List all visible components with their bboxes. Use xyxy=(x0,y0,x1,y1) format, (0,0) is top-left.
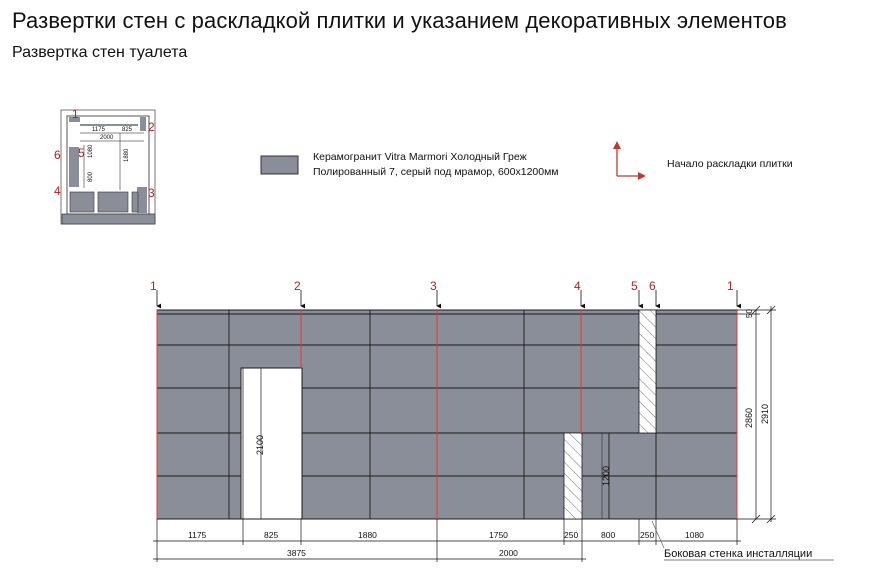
side-wall-note: Боковая стенка инсталляции xyxy=(664,548,813,560)
door-height-dim: 2100 xyxy=(255,434,265,455)
wall-elevation xyxy=(150,279,834,562)
plan-wall-label-4: 4 xyxy=(54,184,61,198)
door-opening xyxy=(241,368,302,519)
start-label: Начало раскладки плитки xyxy=(667,158,793,170)
wall-marker-1: 1 xyxy=(150,279,157,293)
dim-800: 800 xyxy=(601,530,616,540)
wall-marker-5: 5 xyxy=(631,279,638,293)
wall-marker-6: 6 xyxy=(649,279,656,293)
wall-marker-3: 3 xyxy=(430,279,437,293)
wall-marker-2: 2 xyxy=(294,279,301,293)
plan-wall-label-5: 5 xyxy=(78,146,85,160)
page-title: Развертки стен с раскладкой плитки и указанием декоративных элементов xyxy=(12,8,787,33)
installation-side-wall xyxy=(639,310,656,433)
plan-fixture xyxy=(98,192,128,212)
plan-dim-1175: 1175 xyxy=(92,127,105,133)
dim-825: 825 xyxy=(264,530,279,540)
plan-wall-segment xyxy=(137,187,147,213)
legend xyxy=(261,141,793,180)
plan-wall-label-6: 6 xyxy=(54,148,61,162)
start-arrow-icon xyxy=(613,141,646,180)
room-plan xyxy=(54,107,155,224)
plan-wall-segment xyxy=(80,124,138,126)
wall-marker-4: 4 xyxy=(574,279,581,293)
plan-wall-label-2: 2 xyxy=(148,120,155,134)
plan-dim-825: 825 xyxy=(122,127,133,133)
dim-2000: 2000 xyxy=(499,548,518,558)
material-name: Керамогранит Vitra Marmori Холодный Греж xyxy=(313,151,527,163)
plan-wall-label-1: 1 xyxy=(72,107,79,121)
plan-fixture xyxy=(70,192,94,212)
plan-dim-800: 800 xyxy=(88,171,94,182)
dim-3875: 3875 xyxy=(287,548,306,558)
dim-1880: 1880 xyxy=(358,530,377,540)
dim-1175: 1175 xyxy=(188,530,207,540)
plan-dim-1080: 1080 xyxy=(88,144,94,158)
dim-250-b: 250 xyxy=(640,530,655,540)
dim-250-a: 250 xyxy=(564,530,579,540)
dim-1750: 1750 xyxy=(489,530,508,540)
page-subtitle: Развертка стен туалета xyxy=(12,44,188,61)
plan-dim-1880: 1880 xyxy=(124,148,130,162)
plan-wall-segment xyxy=(140,117,146,131)
installation-box xyxy=(564,433,582,519)
dim-1080: 1080 xyxy=(685,530,704,540)
height-total-dim: 2910 xyxy=(760,403,770,424)
plan-wall-label-3: 3 xyxy=(148,186,155,200)
tile-swatch xyxy=(261,156,298,174)
height-dimension-lines xyxy=(737,306,776,523)
bottom-dimension-lines xyxy=(153,519,741,562)
plan-dim-2000: 2000 xyxy=(100,135,114,141)
plan-floor-strip xyxy=(62,214,155,224)
height-inner-dim: 2860 xyxy=(744,407,754,428)
bottom-dims xyxy=(188,530,704,558)
material-spec: Полированный 7, серый под мрамор, 600x1200мм xyxy=(313,166,559,178)
niche-height-dim: 1200 xyxy=(601,465,611,486)
wall-marker-1-end: 1 xyxy=(727,279,734,293)
top-strip-dim: 50 xyxy=(745,309,754,318)
plan-fixture xyxy=(132,192,138,212)
